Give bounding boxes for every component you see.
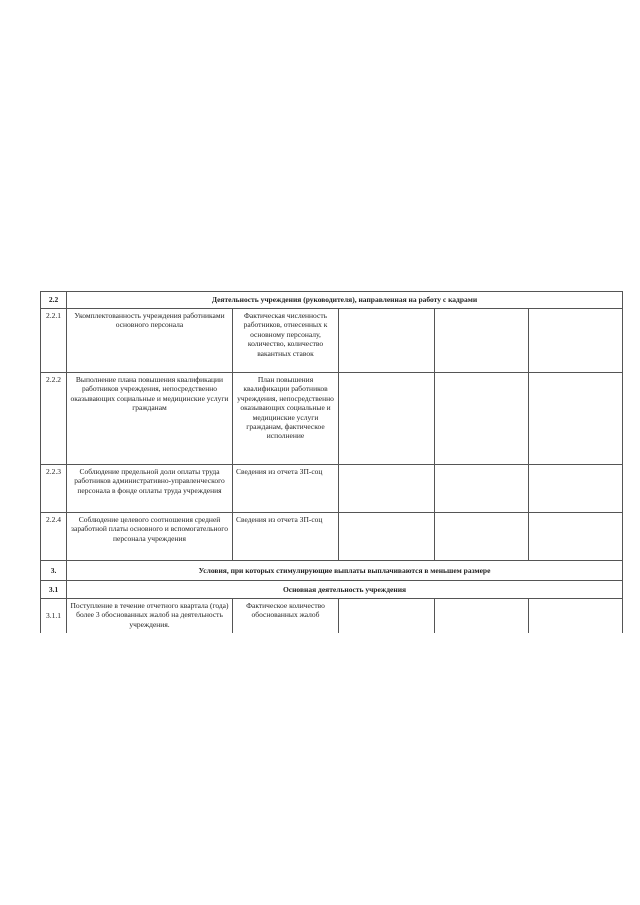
empty-cell xyxy=(529,599,623,633)
source-cell: Сведения из отчета ЗП-соц xyxy=(233,465,339,513)
table-row xyxy=(41,465,623,513)
source-cell: Сведения из отчета ЗП-соц xyxy=(233,513,339,561)
empty-cell xyxy=(435,373,529,465)
criteria-table xyxy=(40,291,623,633)
indicator-cell: Соблюдение предельной доли оплаты труда работников административно-управленческого персонала в фонде оплаты труда учреждения xyxy=(67,465,233,513)
table-row xyxy=(41,373,623,465)
empty-cell xyxy=(339,599,435,633)
empty-cell xyxy=(435,513,529,561)
empty-cell xyxy=(529,465,623,513)
section-number: 3. xyxy=(41,561,67,581)
empty-cell xyxy=(435,465,529,513)
source-cell: Фактическое количество обоснованных жалоб xyxy=(233,599,339,633)
indicator-cell: Выполнение плана повышения квалификации работников учреждения, непосредственно оказывающих социальные и медицинские услуги гражданам xyxy=(67,373,233,465)
empty-cell xyxy=(339,373,435,465)
empty-cell xyxy=(435,309,529,373)
indicator-cell: Поступление в течение отчетного квартала (года) более 3 обоснованных жалоб на деятельность учреждения. xyxy=(67,599,233,633)
section-title: Условия, при которых стимулирующие выплаты выплачиваются в меньшем размере xyxy=(67,561,623,581)
section-number: 2.2 xyxy=(41,292,67,309)
empty-cell xyxy=(339,513,435,561)
empty-cell xyxy=(529,513,623,561)
empty-cell xyxy=(339,465,435,513)
source-cell: План повышения квалификации работников учреждения, непосредственно оказывающих социальные и медицинские услуги гражданам, фактическое исполнение xyxy=(233,373,339,465)
table-row xyxy=(41,513,623,561)
indicator-cell: Соблюдение целевого соотношения средней заработной платы основного и вспомогательного персонала учреждения xyxy=(67,513,233,561)
row-number: 3.1.1 xyxy=(41,599,67,633)
table-row xyxy=(41,309,623,373)
section-row xyxy=(41,292,623,309)
row-number: 2.2.2 xyxy=(41,373,67,465)
row-number: 2.2.4 xyxy=(41,513,67,561)
row-number: 2.2.1 xyxy=(41,309,67,373)
section-row xyxy=(41,581,623,599)
section-number: 3.1 xyxy=(41,581,67,599)
source-cell: Фактическая численность работников, отнесенных к основному персоналу, количество, количество вакантных ставок xyxy=(233,309,339,373)
row-number: 2.2.3 xyxy=(41,465,67,513)
section-title: Деятельность учреждения (руководителя), направленная на работу с кадрами xyxy=(67,292,623,309)
section-row xyxy=(41,561,623,581)
section-title: Основная деятельность учреждения xyxy=(67,581,623,599)
empty-cell xyxy=(529,309,623,373)
table-row xyxy=(41,599,623,633)
empty-cell xyxy=(435,599,529,633)
indicator-cell: Укомплектованность учреждения работниками основного персонала xyxy=(67,309,233,373)
empty-cell xyxy=(339,309,435,373)
empty-cell xyxy=(529,373,623,465)
